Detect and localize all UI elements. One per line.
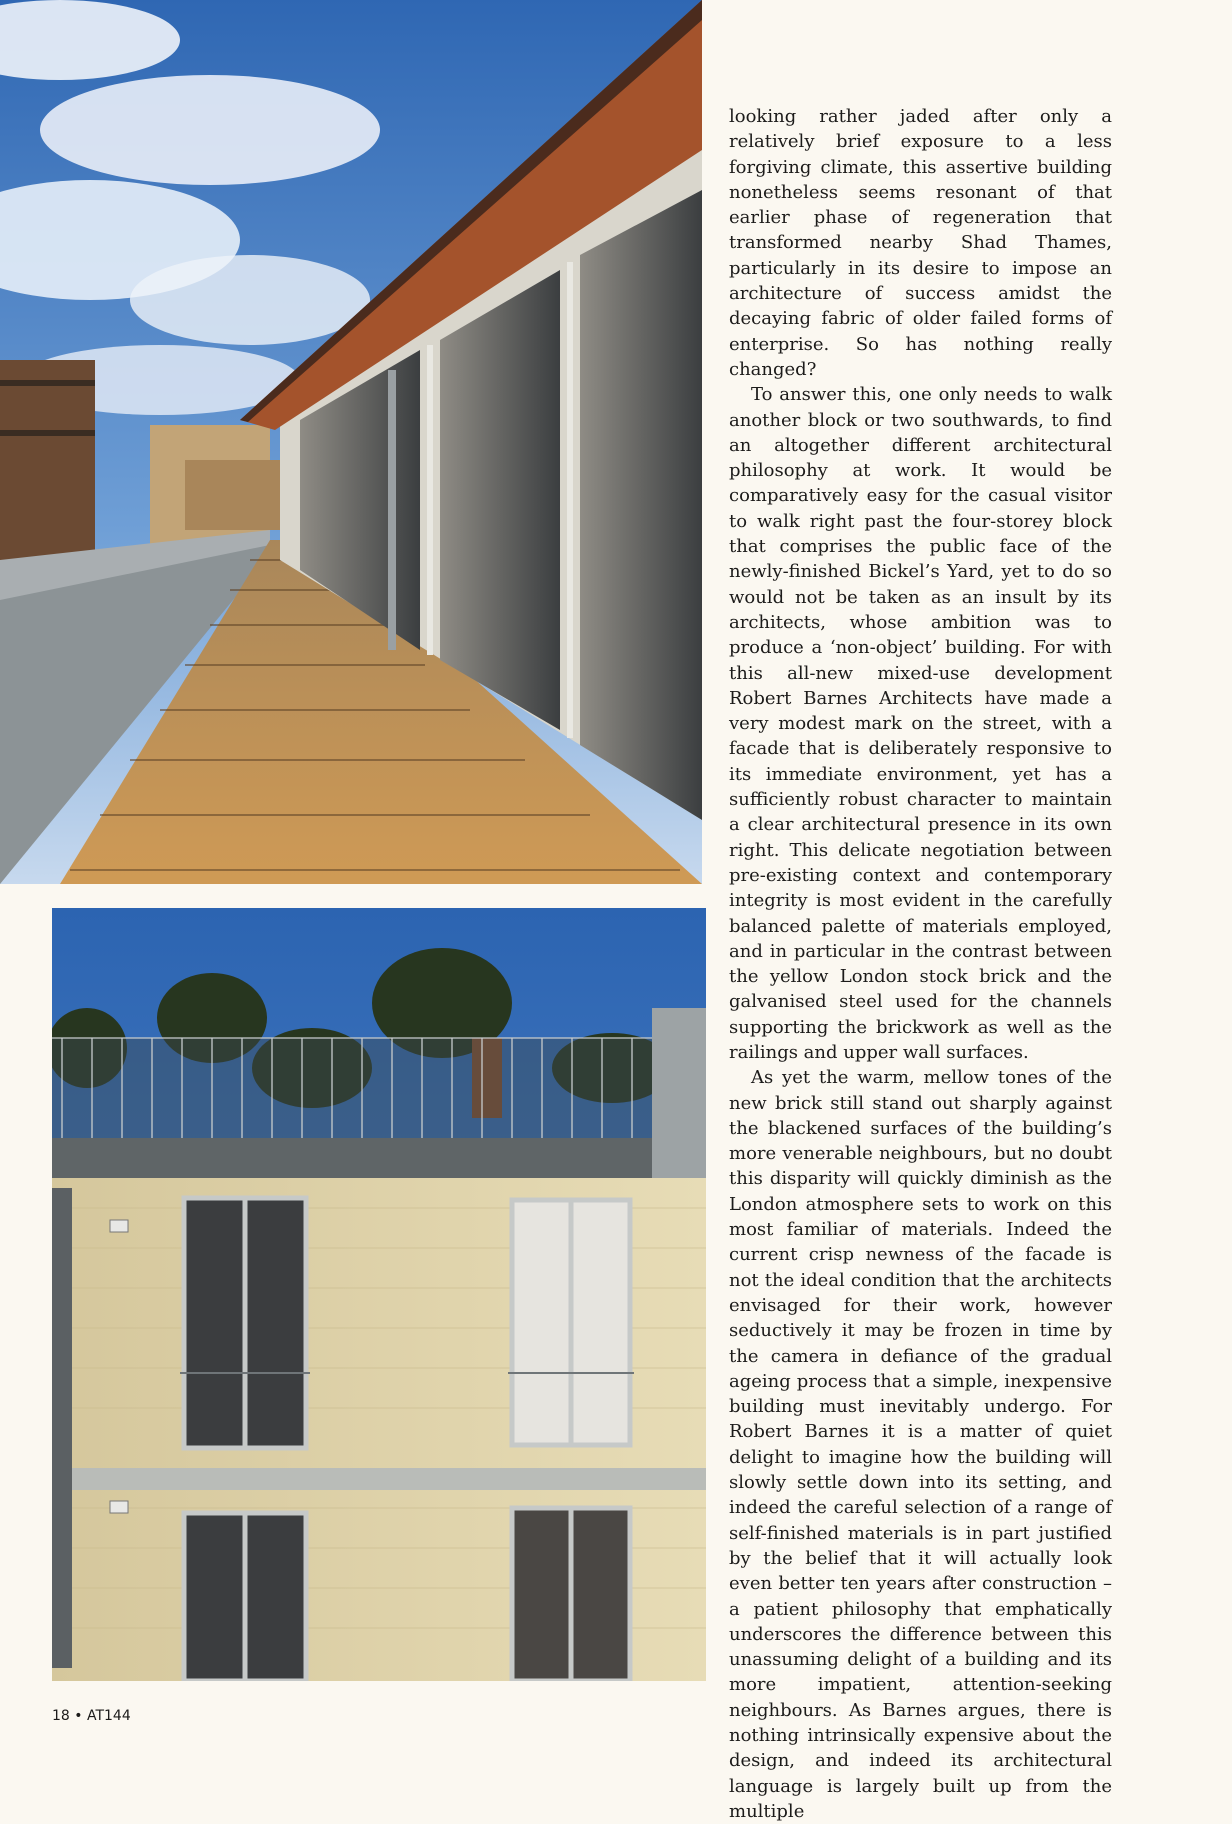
article-paragraph-2: To answer this, one only needs to walk another block or two southwards, to find an altogether different architectural philosophy at work. It would be comparatively easy for the casual visitor to walk right past the four-storey block that comprises the public face of the newly-finished Bickel’s Yard, yet to do so would not be taken as an insult by its architects, whose ambition was to produce a ‘non-object’ building. For with this all-new mixed-use development Robert Barnes Architects have made a very modest mark on the street, with a facade that is deliberately responsive to its immediate environment, yet has a sufficiently robust character to maintain a clear architectural presence in its own right. This delicate negotiation between pre-existing context and contemporary integrity is most evident in the carefully balanced palette of materials employed, and in particular in the contrast between the yellow London stock brick and the galvanised steel used for the channels supporting the brickwork as well as the railings and upper wall surfaces. (729, 384, 1112, 1063)
photo-roof-terrace (0, 0, 702, 884)
article-paragraph-3: As yet the warm, mellow tones of the new brick still stand out sharply against the blackened surfaces of the building’s more venerable neighbours, but no doubt this disparity will quickly diminish as the London atmosphere sets to work on this most familiar of materials. Indeed the current crisp newness of the facade is not the ideal condition that the architects envisaged for their work, however seductively it may be frozen in time by the camera in defiance of the gradual ageing process that a simple, inexpensive building must inevitably undergo. For Robert Barnes it is a matter of quiet delight to imagine how the building will slowly settle down into its setting, and indeed the careful selection of a range of self-finished materials is in part justified by the belief that it will actually look even better ten years after construction – a patient philosophy that emphatically underscores the difference between this unassuming delight of a building and its more impatient, attention-seeking neighbours. As Barnes argues, there is nothing intrinsically expensive about the design, and indeed its architectural language is largely built up from the multiple (729, 1067, 1112, 1822)
page-folio: 18 • AT144 (52, 1708, 131, 1724)
photo-brick-facade (52, 908, 706, 1681)
article-paragraph-1: looking rather jaded after only a relatively brief exposure to a less forgiving climate, this assertive building nonetheless seems resonant of that earlier phase of regeneration that transformed nearby Shad Thames, particularly in its desire to impose an architecture of success amidst the decaying fabric of older failed forms of enterprise. So has nothing really changed? (729, 106, 1112, 380)
article-column (729, 104, 1112, 1824)
